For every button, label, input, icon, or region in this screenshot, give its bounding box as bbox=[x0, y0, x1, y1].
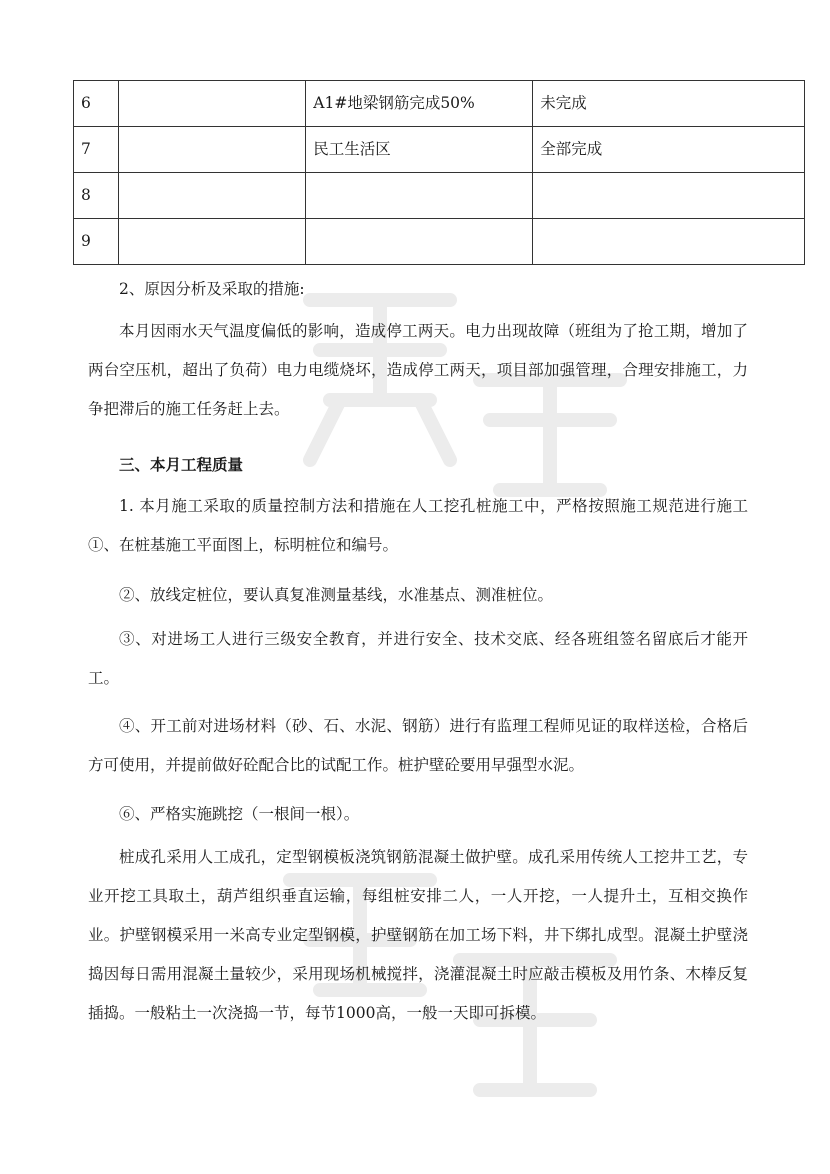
table-cell bbox=[118, 173, 306, 219]
quality-item-3: ③、对进场工人进行三级安全教育，并进行安全、技术交底、经各班组签名留底后才能开工。 bbox=[88, 630, 748, 687]
quality-heading: 三、本月工程质量 bbox=[119, 455, 244, 474]
quality-item-6: ⑥、严格实施跳挖（一根间一根）。 bbox=[119, 805, 360, 823]
table-row bbox=[74, 81, 805, 127]
table-cell: A1#地梁钢筋完成50% bbox=[306, 81, 533, 127]
table-cell bbox=[306, 173, 533, 219]
pile-construction-paragraph: 桩成孔采用人工成孔，定型钢模板浇筑钢筋混凝土做护壁。成孔采用传统人工挖井工艺，专业开挖工具取土，葫芦组织垂直运输，每组桩安排二人，一人开挖，一人提升土，互相交换作业。护壁钢模采用一米高专业定型钢模，护壁钢筋在加工场下料，井下绑扎成型。混凝土护壁浇捣因每日需用混凝土量较少，采用现场机械搅拌，浇灌混凝土时应敲击模板及用竹条、木棒反复插捣。一般粘土一次浇捣一节，每节1000高，一般一天即可拆模。 bbox=[88, 848, 748, 1022]
row-number: 8 bbox=[74, 173, 119, 219]
table-cell: 民工生活区 bbox=[306, 127, 533, 173]
table-row bbox=[74, 127, 805, 173]
table-cell bbox=[118, 81, 306, 127]
table-row bbox=[74, 173, 805, 219]
cause-paragraph: 本月因雨水天气温度偏低的影响，造成停工两天。电力出现故障（班组为了抢工期，增加了两台空压机，超出了负荷）电力电缆烧坏，造成停工两天，项目部加强管理，合理安排施工，力争把滞后的施工任务赶上去。 bbox=[88, 322, 748, 418]
table-cell bbox=[533, 173, 805, 219]
table-cell: 全部完成 bbox=[533, 127, 805, 173]
row-number: 7 bbox=[74, 127, 119, 173]
table-cell bbox=[533, 219, 805, 265]
row-number: 9 bbox=[74, 219, 119, 265]
cause-heading: 2、原因分析及采取的措施: bbox=[119, 280, 305, 298]
table-cell bbox=[118, 219, 306, 265]
table-cell bbox=[306, 219, 533, 265]
table-cell: 未完成 bbox=[533, 81, 805, 127]
quality-item-2: ②、放线定桩位，要认真复准测量基线，水准基点、测准桩位。 bbox=[119, 586, 554, 604]
row-number: 6 bbox=[74, 81, 119, 127]
table-row bbox=[74, 219, 805, 265]
quality-item-4: ④、开工前对进场材料（砂、石、水泥、钢筋）进行有监理工程师见证的取样送检，合格后方可使用，并提前做好砼配合比的试配工作。桩护壁砼要用早强型水泥。 bbox=[88, 717, 748, 774]
progress-table bbox=[73, 80, 805, 265]
quality-item-1: 1. 本月施工采取的质量控制方法和措施在人工挖孔桩施工中，严格按照施工规范进行施工①、在桩基施工平面图上，标明桩位和编号。 bbox=[88, 497, 748, 554]
table-cell bbox=[118, 127, 306, 173]
